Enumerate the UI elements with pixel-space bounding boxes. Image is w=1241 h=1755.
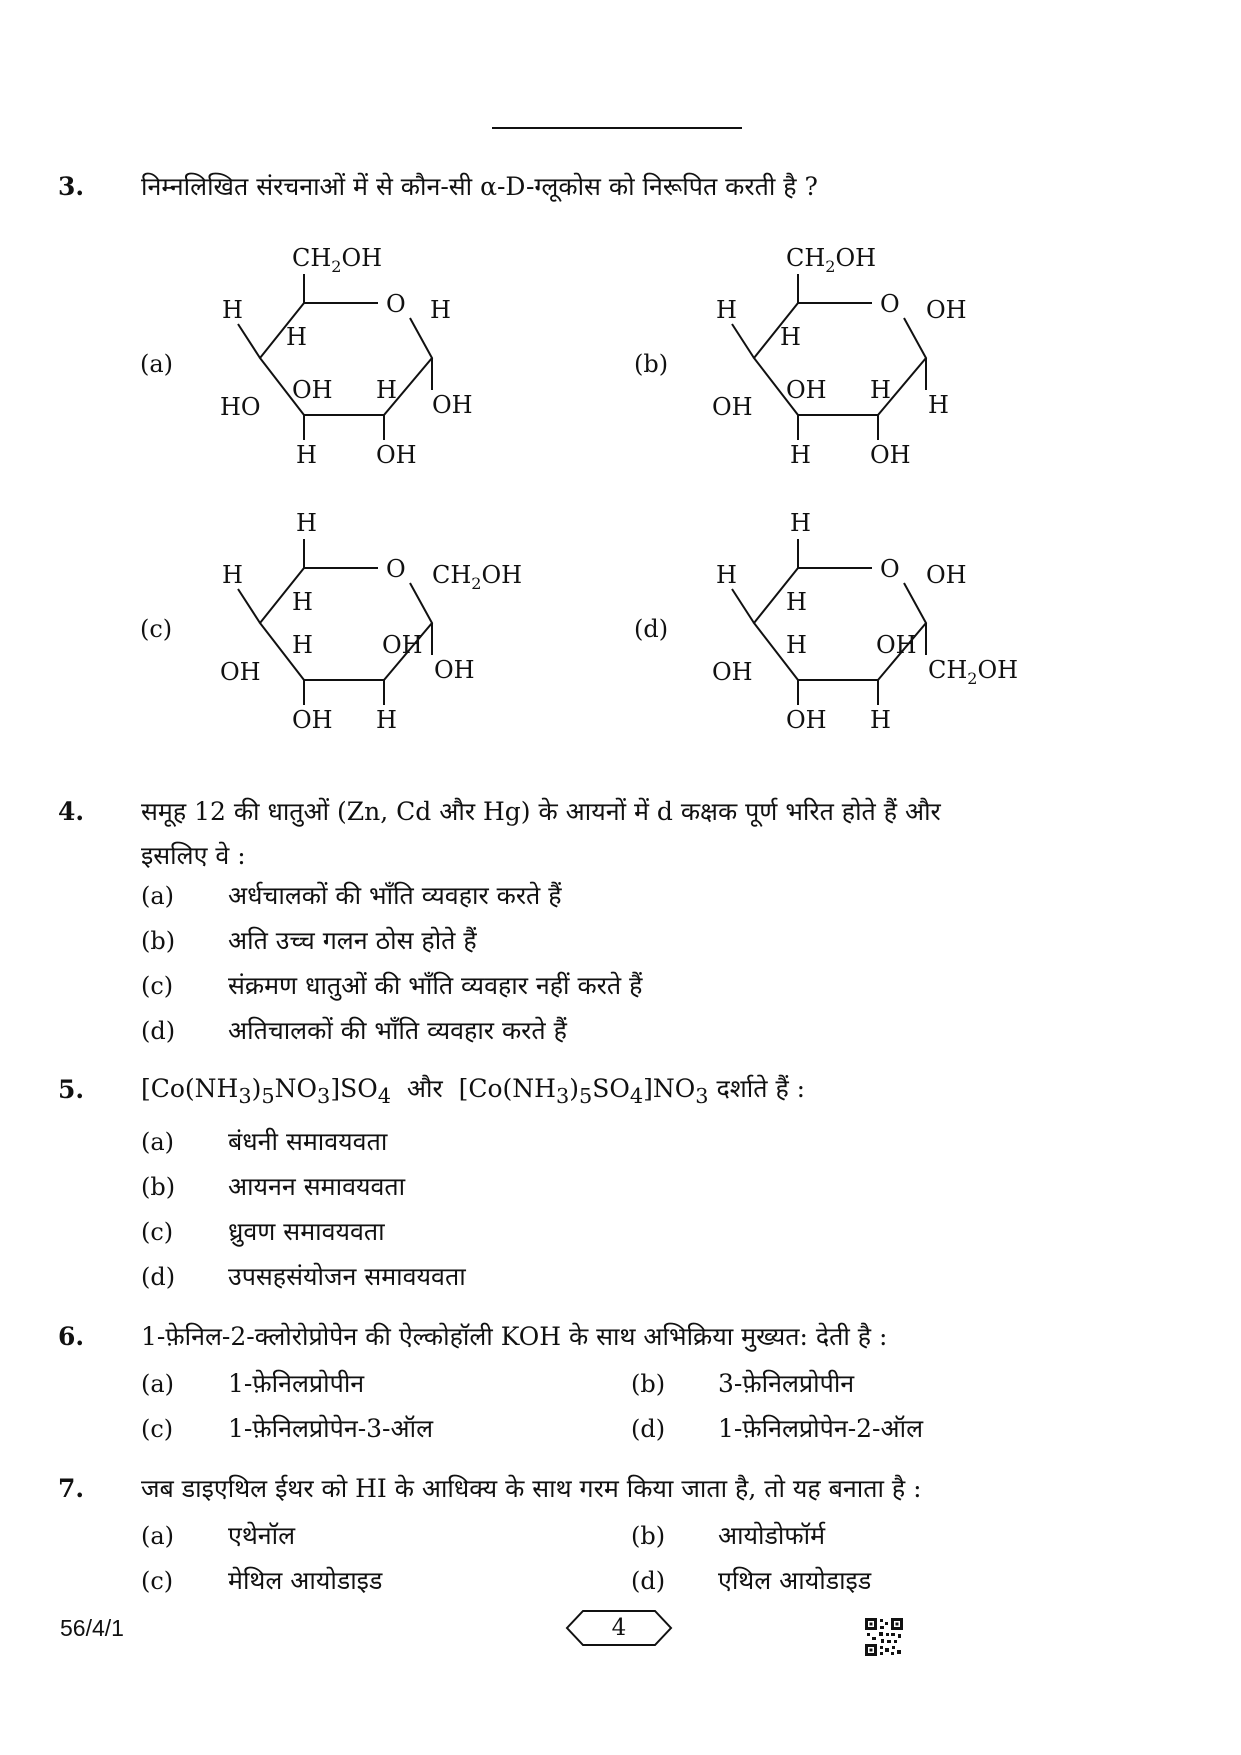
- structure-d: [694, 505, 1054, 745]
- svg-text:O: O: [386, 290, 406, 318]
- svg-text:H: H: [292, 588, 313, 616]
- page-number-badge: [565, 1610, 673, 1650]
- q5-text: [141, 1068, 805, 1117]
- svg-text:OH: OH: [876, 631, 917, 659]
- q4-option-b-label: (b): [141, 927, 176, 955]
- svg-text:OH: OH: [786, 376, 827, 404]
- svg-text:H: H: [376, 376, 397, 404]
- q3-option-b-label: (b): [634, 350, 669, 378]
- q6-option-d-text: 1-फ़ेनिलप्रोपेन-2-ऑल: [718, 1414, 924, 1443]
- svg-text:OH: OH: [870, 441, 911, 469]
- q5-option-d-label: (d): [141, 1263, 176, 1291]
- q3-text: निम्नलिखित संरचनाओं में से कौन-सी α-D-ग्लूकोस को निरूपित करती है ?: [141, 172, 818, 201]
- svg-text:OH: OH: [786, 706, 827, 734]
- svg-text:OH: OH: [926, 296, 967, 324]
- q7-option-a-label: (a): [141, 1522, 175, 1550]
- svg-text:H: H: [780, 323, 801, 351]
- top-rule: [492, 127, 742, 129]
- q5-formula2: $[Co(NH_3)_5SO_4]NO_3$: [458, 1074, 709, 1108]
- q5-tail: दर्शाते हैं :: [716, 1074, 806, 1103]
- q6-option-b-text: 3-फ़ेनिलप्रोपीन: [718, 1369, 855, 1398]
- q4-text-line1: समूह 12 की धातुओं (Zn, Cd और Hg) के आयनों में d कक्षक पूर्ण भरित होते हैं और: [141, 797, 941, 826]
- svg-text:CH2OH: $CH_2OH$: [786, 244, 877, 276]
- svg-text:H: H: [928, 391, 949, 419]
- q4-option-a-label: (a): [141, 882, 175, 910]
- q6-option-d-label: (d): [631, 1415, 666, 1443]
- svg-text:H: H: [222, 561, 243, 589]
- q7-option-a-text: एथेनॉल: [228, 1521, 296, 1550]
- svg-text:H: H: [296, 509, 317, 537]
- q5-option-a-text: बंधनी समावयवता: [228, 1127, 388, 1156]
- svg-text:H: H: [786, 631, 807, 659]
- svg-text:OH: OH: [292, 376, 333, 404]
- q5-option-c-text: ध्रुवण समावयवता: [228, 1217, 385, 1246]
- svg-text:H: H: [292, 631, 313, 659]
- svg-text:O: O: [880, 555, 900, 583]
- q4-option-c-text: संक्रमण धातुओं की भाँति व्यवहार नहीं करते हैं: [228, 971, 643, 1000]
- q5-option-d-text: उपसहसंयोजन समावयवता: [228, 1262, 466, 1291]
- svg-text:H: H: [786, 588, 807, 616]
- svg-text:H: H: [870, 376, 891, 404]
- svg-text:H: H: [716, 561, 737, 589]
- q4-option-b-text: अति उच्च गलन ठोस होते हैं: [228, 926, 477, 955]
- svg-text:O: O: [386, 555, 406, 583]
- q5-option-a-label: (a): [141, 1128, 175, 1156]
- q5-option-b-label: (b): [141, 1173, 176, 1201]
- svg-text:H: H: [716, 296, 737, 324]
- q5-number: 5.: [58, 1075, 85, 1104]
- q7-option-d-label: (d): [631, 1567, 666, 1595]
- structure-c: [200, 505, 560, 745]
- paper-code: 56/4/1: [60, 1615, 124, 1641]
- q6-option-a-text: 1-फ़ेनिलप्रोपीन: [228, 1369, 365, 1398]
- q7-option-b-label: (b): [631, 1522, 666, 1550]
- structure-a: [200, 240, 560, 480]
- qr-code-icon: [865, 1618, 903, 1656]
- q6-text: 1-फ़ेनिल-2-क्लोरोप्रोपेन की ऐल्कोहॉली KOH के साथ अभिक्रिया मुख्यत: देती है :: [141, 1322, 888, 1351]
- svg-text:OH: OH: [712, 393, 753, 421]
- svg-text:HO: HO: [220, 393, 261, 421]
- q4-option-a-text: अर्धचालकों की भाँति व्यवहार करते हैं: [228, 881, 562, 910]
- q6-option-b-label: (b): [631, 1370, 666, 1398]
- svg-text:H: H: [376, 706, 397, 734]
- q5-connector: और: [406, 1074, 443, 1103]
- svg-text:OH: OH: [434, 656, 475, 684]
- q3-number: 3.: [58, 172, 85, 201]
- q6-number: 6.: [58, 1322, 85, 1351]
- svg-text:O: O: [880, 290, 900, 318]
- q5-option-c-label: (c): [141, 1218, 174, 1246]
- q4-text-line2: इसलिए वे :: [141, 841, 246, 870]
- svg-text:OH: OH: [382, 631, 423, 659]
- q6-option-c-label: (c): [141, 1415, 174, 1443]
- q3-option-a-label: (a): [140, 350, 174, 378]
- q7-option-c-text: मेथिल आयोडाइड: [228, 1566, 383, 1595]
- q6-option-c-text: 1-फ़ेनिलप्रोपेन-3-ऑल: [228, 1414, 434, 1443]
- q5-option-b-text: आयनन समावयवता: [228, 1172, 406, 1201]
- q4-option-d-text: अतिचालकों की भाँति व्यवहार करते हैं: [228, 1016, 567, 1045]
- svg-text:H: H: [222, 296, 243, 324]
- q7-option-c-label: (c): [141, 1567, 174, 1595]
- svg-text:OH: OH: [926, 561, 967, 589]
- svg-text:OH: OH: [432, 391, 473, 419]
- svg-text:H: H: [296, 441, 317, 469]
- svg-text:H: H: [870, 706, 891, 734]
- q4-option-d-label: (d): [141, 1017, 176, 1045]
- svg-text:CH2OH: $CH_2OH$: [432, 561, 523, 593]
- svg-text:H: H: [790, 441, 811, 469]
- structure-b: [694, 240, 1054, 480]
- svg-text:H: H: [286, 323, 307, 351]
- svg-text:CH2OH: $CH_2OH$: [928, 656, 1019, 688]
- q4-number: 4.: [58, 797, 85, 826]
- svg-text:OH: OH: [376, 441, 417, 469]
- page-number: 4: [611, 1615, 627, 1641]
- q7-number: 7.: [58, 1474, 85, 1503]
- q4-option-c-label: (c): [141, 972, 174, 1000]
- q7-option-d-text: एथिल आयोडाइड: [718, 1566, 872, 1595]
- q7-option-b-text: आयोडोफॉर्म: [718, 1521, 826, 1550]
- svg-text:OH: OH: [712, 658, 753, 686]
- svg-text:H: H: [430, 296, 451, 324]
- a-top: $CH_2OH$: [292, 244, 383, 276]
- q3-option-d-label: (d): [634, 615, 669, 643]
- q3-option-c-label: (c): [140, 615, 173, 643]
- q6-option-a-label: (a): [141, 1370, 175, 1398]
- q7-text: जब डाइएथिल ईथर को HI के आधिक्य के साथ गरम किया जाता है, तो यह बनाता है :: [141, 1474, 922, 1503]
- svg-text:OH: OH: [220, 658, 261, 686]
- q5-formula1: $[Co(NH_3)_5NO_3]SO_4$: [141, 1074, 391, 1108]
- svg-text:H: H: [790, 509, 811, 537]
- svg-text:OH: OH: [292, 706, 333, 734]
